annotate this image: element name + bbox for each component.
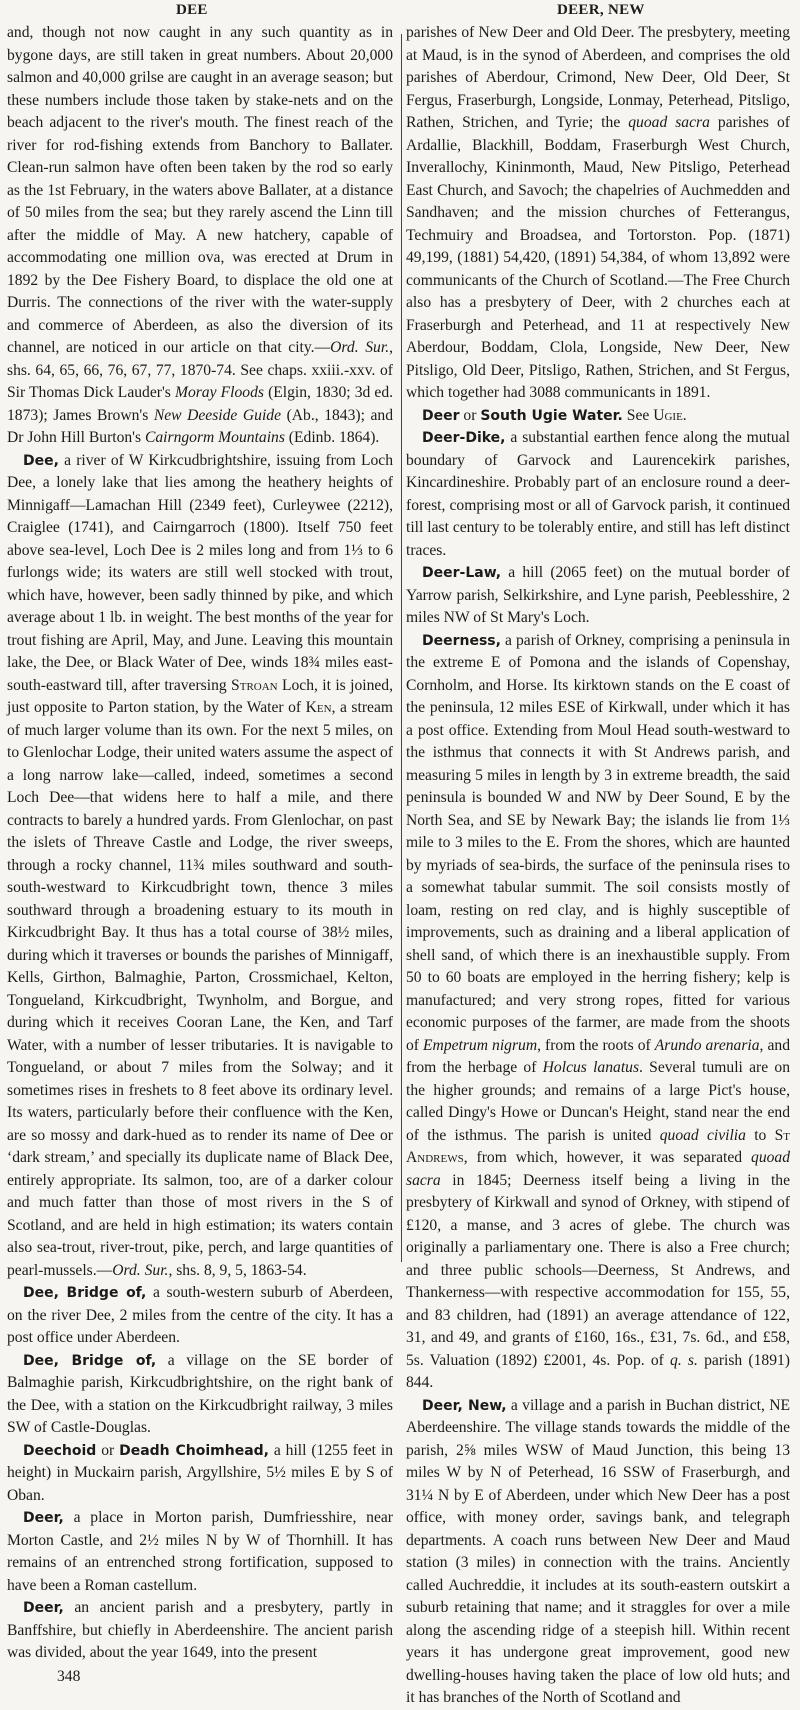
italic-text: Holcus lanatus: [542, 1059, 640, 1076]
entry-text: , from the roots of: [537, 1036, 655, 1054]
entry-text: a substantial earthen fence along the mutual boundary of Garvock and Laurencekirk parishes, Kincardineshire. Probably part of an enclosure round a deer-forest, comprising most or all of Garvock parish, it continued till last century to be tolerably entire, and still has left distinct traces.: [406, 429, 790, 559]
gazetteer-entry: [406, 1395, 790, 1710]
gazetteer-entry: [406, 405, 790, 428]
entry-text: a place in Morton parish, Dumfriesshire, near Morton Castle, and 2½ miles N by W of Thornhill. It has remains of an entrenched strong fortification, supposed to have been a Roman castellum.: [7, 1509, 393, 1594]
entry-text: parishes of Ardallie, Blackhill, Boddam, Fraserburgh West Church, Inverallochy, Kininmonth, Maud, New Pitsligo, Peterhead East Church, and Savoch; the chapelries of Auchmedden and Sandhaven; and the mission churches of Fetterangus, Techmuiry and Broadsea, and Tortorston. Pop. (1871) 49,199, (1881) 54,420, (1891) 54,384, of whom 13,892 were communicants of the Church of Scotland.—The Free Church also has a presbytery of Deer, with 2 churches each at Fraserburgh and Peterhead, and 11 at respectively New Aberdour, Boddam, Clola, Longside, New Deer, New Pitsligo, Old Deer, Pitsligo, Rathen, Strichen, and St Fergus, which together had 3088 communicants in 1891.: [406, 114, 790, 401]
right-column: [406, 22, 790, 1710]
page-number: 348: [57, 1667, 81, 1685]
entry-text: Loch, it is joined, just opposite to Parton station, by the Water of: [7, 676, 393, 716]
gazetteer-entry: [406, 630, 790, 1395]
column-divider: [401, 34, 402, 1262]
entry-headword: Deerness,: [422, 632, 501, 649]
entry-text: an ancient parish and a presbytery, partly in Banffshire, but chiefly in Aberdeenshire. The ancient parish was divided, about the year 1649, into the present: [7, 1599, 393, 1661]
cross-reference: Ugie: [653, 406, 683, 424]
cross-reference: St Andrews: [406, 1126, 790, 1166]
running-header-right: DEER, NEW: [557, 2, 645, 18]
entry-text: (Ab., 1843); and Dr John Hill Burton's: [7, 406, 393, 446]
entry-headword: Dee,: [23, 452, 59, 469]
left-column-text: [7, 22, 393, 1665]
italic-text: New Deeside Guide: [153, 406, 282, 424]
italic-text: quoad civilia: [659, 1126, 746, 1144]
running-header-left: DEE: [176, 2, 208, 18]
gazetteer-entry: [7, 1440, 393, 1508]
cross-reference: Stroan: [231, 676, 278, 694]
gazetteer-entry: [7, 1597, 393, 1665]
continued-entry-text: [7, 22, 393, 450]
entry-text: parishes of New Deer and Old Deer. The presbytery, meeting at Maud, is in the synod of Aberdeen, and comprises the old parishes of Aberdour, Crimond, New Deer, Old Deer, St Fergus, Fraserburgh, Longside, Lonmay, Peterhead, Pitsligo, Rathen, Strichen, and Tyrie; the: [406, 24, 790, 131]
entry-text: .: [682, 406, 687, 424]
entry-text: or: [96, 1441, 120, 1459]
entry-text: . Several tumuli are on the higher grounds; and remains of a large Pict's house, called Dingy's Howe or Duncan's Height, stand near the end of the isthmus. The parish is united: [406, 1059, 790, 1144]
italic-text: q. s.: [670, 1351, 698, 1369]
gazetteer-entry: [406, 562, 790, 630]
italic-text: Moray Floods: [174, 384, 264, 401]
entry-text: or: [459, 406, 481, 424]
entry-headword: Deer: [422, 407, 460, 424]
continued-entry-text: [406, 22, 790, 405]
cross-reference: Ken: [305, 699, 332, 716]
entry-headword: Dee, Bridge of,: [23, 1352, 157, 1369]
entry-headword: Deer-Dike,: [422, 430, 506, 446]
entry-headword: Deer, New,: [422, 1397, 507, 1414]
gazetteer-entry: [7, 1282, 393, 1350]
entry-text: in 1845; Deerness itself being a living in the presbytery of Kirkwall and synod of Orkney, with stipend of £120, a manse, and 3 acres of glebe. The church was originally a parliamentary one. There is also a Free church; and three public schools—Deerness, St Andrews, and Thankerness—with respective accommodation for 155, 55, and 83 children, had (1891) an average attendance of 122, 31, and 49, and grants of £160, 16s., £31, 7s. 6d., and £58, 5s. Valuation (1892) £2001, 4s. Pop. of: [406, 1171, 790, 1369]
italic-text: Cairngorm Mountains: [144, 429, 285, 446]
entry-headword: Deer-Law,: [422, 565, 502, 581]
entry-text: a south-western suburb of Aberdeen, on the river Dee, 2 miles from the centre of the city. It has a post office under Aberdeen.: [7, 1284, 393, 1346]
entry-text: to: [745, 1126, 775, 1144]
entry-text: parish (1891) 844.: [406, 1351, 790, 1391]
entry-text: a hill (2065 feet) on the mutual border of Yarrow parish, Selkirkshire, and Lyne parish, Peeblesshire, 2 miles NW of St Mary's Loch.: [406, 564, 790, 626]
entry-headword: Dee, Bridge of,: [23, 1285, 147, 1301]
italic-text: Arundo arenaria: [654, 1036, 760, 1054]
entry-text: a river of W Kirkcudbrightshire, issuing from Loch Dee, a lonely lake that lies among the heathery heights of Minnigaff—Lamachan Hill (2349 feet), Curleywee (2212), Craiglee (1741), and Cairngarroch (1800). Itself 750 feet above sea-level, Loch Dee is 2 miles long and from 1⅓ to 6 furlongs wide; its waters are still well stocked with trout, which have, however, been sadly thinned by pike, and which average about 1 lb. in weight. The best months of the year for trout fishing are April, May, and June. Leaving this mountain lake, the Dee, or Black Water of Dee, winds 18¾ miles east-south-eastward till, after traversing: [7, 451, 393, 694]
entry-text: and, though not now caught in any such quantity as in bygone days, are still taken in great numbers. About 20,000 salmon and 40,000 grilse are caught in an average season; but these numbers include those taken by stake-nets and on the beach adjacent to the river's mouth. The finest reach of the river for rod-fishing extends from Banchory to Ballater. Clean-run salmon have often been taken by the rod so early as the 1st February, in the waters above Ballater, at a distance of 50 miles from the sea; but they rarely ascend the Linn till after the middle of May. A new hatchery, capable of accommodating one million ova, was erected at Drum in 1892 by the Dee Fishery Board, to displace the old one at Durris. The connections of the river with the water-supply and commerce of Aberdeen, as also the diversion of its channel, are noticed in our article on that city.—: [7, 24, 393, 356]
gazetteer-entry: [7, 1350, 393, 1440]
right-column-text: [406, 22, 790, 1710]
entry-text: a hill (1255 feet in height) in Muckairn parish, Argyllshire, 5½ miles E by S of Oban.: [7, 1441, 393, 1504]
entry-text: , a stream of much larger volume than its own. For the next 5 miles, on to Glenlochar Lodge, their united waters assume the aspect of a long narrow lake—called, indeed, sometimes a second Loch Dee—that widens here to half a mile, and there contracts to barely a hundred yards. From Glenlochar, on past the islets of Threave Castle and Lodge, the river sweeps, through a rocky channel, 11¾ miles southward and south-south-westward to Kirkcudbright town, thence 3 miles southward through a broadening estuary to its mouth in Kirkcudbright Bay. It thus has a total course of 38½ miles, during which it traverses or bounds the parishes of Minnigaff, Kells, Girthon, Balmaghie, Parton, Crossmichael, Kelton, Tongueland, Kirkcudbright, Twynholm, and Borgue, and during which it receives Cooran Lane, the Ken, and Tarf Water, with a number of lesser tributaries. It is navigable to Tongueland, or about 7 miles from the Solway; and it sometimes rises in freshets to 8 feet above its ordinary level. Its waters, particularly before their confluence with the Ken, are so mossy and dark-hued as to render its name of Dee or ‘dark stream,’ and specially its duplicate name of Black Dee, entirely appropriate. Its salmon, too, are of a darker colour and much fatter than those of most rivers in the S of Scotland, and are held in high estimation; its waters contain also sea-trout, river-trout, pike, perch, and large quantities of pearl-mussels.—: [7, 699, 394, 1279]
gazetteer-entry: [7, 450, 393, 1283]
entry-text: (Elgin, 1830; 3d ed. 1873); James Brown's: [7, 384, 394, 424]
entry-text: (Edinb. 1864).: [284, 429, 380, 446]
entry-text: , shs. 8, 9, 5, 1863-54.: [168, 1261, 307, 1279]
entry-text: a village and a parish in Buchan district, NE Aberdeenshire. The village stands towards the middle of the parish, 2⅝ miles WSW of Maud Junction, this being 13 miles W by N of Peterhead, 16 SSW of Fraserburgh, and 31¼ N by E of Aberdeen, under which New Deer has a post office, with money order, savings bank, and telegraph departments. A coach runs between New Deer and Maud station (3 miles) in connection with the trains. Anciently called Auchreddie, it includes at its south-eastern outskirt a suburb retaining that name; and it straggles for over a mile along the ascending ridge of a steepish hill. Within recent years it has undergone great improvement, good new dwelling-houses having taken the place of low old huts; and it has branches of the North of Scotland and: [406, 1396, 790, 1706]
italic-text: Ord. Sur.: [330, 339, 390, 356]
gazetteer-entry: [7, 1507, 393, 1597]
entry-headword: Deer,: [23, 1510, 64, 1526]
left-column: [7, 22, 393, 1687]
entry-headword: Deechoid: [23, 1442, 97, 1459]
entry-headword: Deer,: [23, 1600, 64, 1616]
entry-text: , shs. 64, 65, 66, 76, 67, 77, 1870-74. See chaps. xxiii.-xxv. of Sir Thomas Dick Lauder's: [7, 339, 393, 401]
entry-text: , from which, however, it was separated: [463, 1149, 752, 1166]
entry-headword: South Ugie Water.: [480, 407, 623, 424]
entry-headword: Deadh Choimhead,: [119, 1442, 269, 1459]
entry-text: See: [622, 406, 654, 424]
italic-text: Ord. Sur.: [112, 1261, 169, 1279]
italic-text: quoad sacra: [406, 1149, 790, 1189]
italic-text: quoad sacra: [628, 114, 710, 131]
entry-text: a parish of Orkney, comprising a peninsula in the extreme E of Pomona and the islands of Copenshay, Cornholm, and Horse. Its kirktown stands on the E coast of the peninsula, 12 miles ESE of Kirkwall, under which it has a post office. Extending from Moul Head south-westward to the isthmus that connects it with St Andrews parish, and measuring 5 miles in length by 3 in extreme breadth, the said peninsula is bounded W and NW by Deer Sound, E by the North Sea, and SE by Newark Bay; the islands lie from 1⅓ mile to 3 miles to the E. From the shores, which are haunted by myriads of sea-birds, the surface of the peninsula rises to a somewhat tabular summit. The soil consists mostly of loam, resting on red clay, and is highly susceptible of improvements, such as draining and a liberal application of shell sand, of which there is an inexhaustible supply. From 50 to 60 boats are employed in the herring fishery; kelp is manufactured; and very strong ropes, fitted for various economic purposes of the farmer, are made from the shoots of: [406, 631, 790, 1054]
italic-text: Empetrum nigrum: [423, 1036, 538, 1054]
entry-text: , and from the herbage of: [406, 1036, 790, 1076]
gazetteer-entry: [406, 427, 790, 562]
entry-text: a village on the SE border of Balmaghie parish, Kirkcudbrightshire, on the right bank of the Dee, with a station on the Kirkcudbright railway, 3 miles SW of Castle-Douglas.: [7, 1351, 393, 1436]
